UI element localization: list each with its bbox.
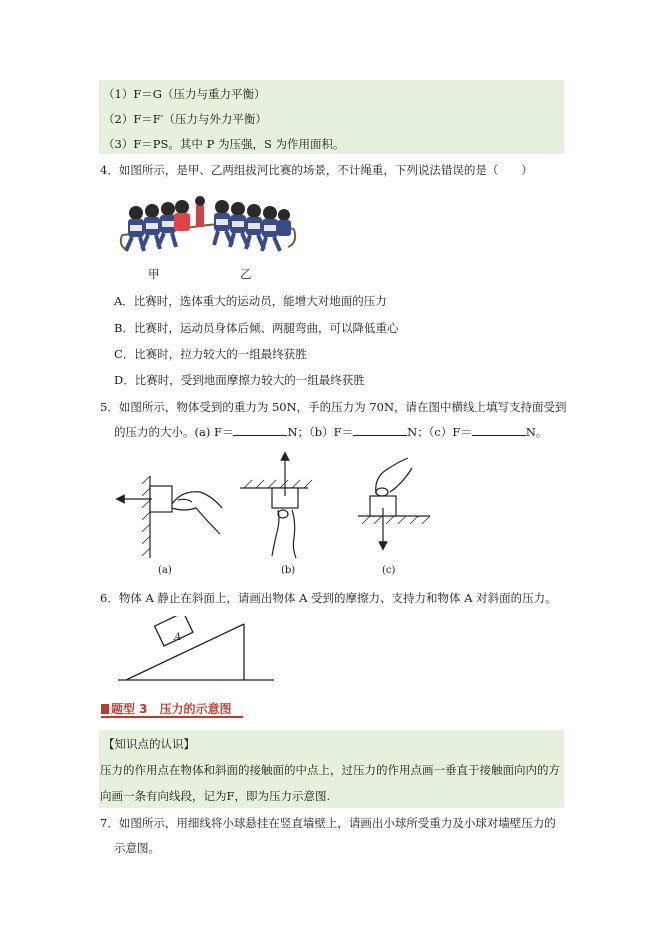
q5-figure: [112, 448, 442, 578]
team-yi-label: 乙: [240, 267, 252, 281]
knowledge-line-2: 向画一条有向线段，记为F，即为压力示意图.: [100, 789, 331, 803]
incline-figure: [116, 616, 276, 684]
q4-option-b: B．比赛时，运动员身体后倾、两腿弯曲，可以降低重心: [114, 321, 399, 335]
caption-c: (c): [382, 565, 396, 576]
q4-option-c: C．比赛时，拉力较大的一组最终获胜: [114, 347, 307, 361]
section-heading: [101, 700, 232, 717]
caption-b: (b): [281, 565, 296, 576]
q5-blank-c[interactable]: [472, 425, 526, 436]
formula-line-1: （1）F＝G（压力与重力平衡）: [103, 87, 266, 101]
knowledge-title: 【知识点的认识】: [103, 737, 195, 751]
q7-line-1: 7．如图所示，用细线将小球悬挂在竖直墙壁上，请画出小球所受重力及小球对墙壁压力的: [100, 816, 556, 830]
q7-line-2: 示意图。: [114, 841, 160, 855]
team-jia-label: 甲: [148, 267, 160, 281]
section-marker: [101, 704, 109, 714]
q5-text-a: 的压力的大小。(a) F＝: [114, 425, 234, 439]
q5-blank-a[interactable]: [233, 425, 287, 436]
section-underline: [101, 716, 243, 718]
q5-text-end: N。: [525, 425, 548, 439]
q4-option-a: A．比赛时，选体重大的运动员，能增大对地面的压力: [114, 294, 387, 308]
q5-line-2: [114, 424, 547, 440]
q5-text-c: N；（c）F＝: [407, 425, 472, 439]
tug-of-war-image: [118, 195, 298, 265]
formula-line-2: （2）F＝F′（压力与外力平衡）: [103, 112, 267, 126]
section-title: 题型 3 压力的示意图: [111, 702, 232, 716]
q6-stem: 6．物体 A 静止在斜面上，请画出物体 A 受到的摩擦力、支持力和物体 A 对斜面的压力。: [100, 591, 557, 605]
block-a-label: A: [174, 632, 182, 643]
q5-text-b: N；（b）F＝: [287, 425, 354, 439]
formula-line-3: （3）F＝PS。其中 P 为压强，S 为作用面积。: [103, 137, 345, 151]
caption-a: (a): [158, 565, 172, 576]
q4-stem: 4．如图所示，是甲、乙两组拔河比赛的场景，不计绳重，下列说法错误的是（ ）: [100, 163, 533, 177]
q4-option-d: D．比赛时，受到地面摩擦力较大的一组最终获胜: [114, 373, 365, 387]
q5-blank-b[interactable]: [353, 425, 407, 436]
q5-line-1: 5．如图所示，物体受到的重力为 50N，手的压力为 70N，请在图中横线上填写支持面受到: [100, 400, 567, 414]
knowledge-line-1: 压力的作用点在物体和斜面的接触面的中点上，过压力的作用点画一垂直于接触面向内的方: [100, 763, 560, 777]
